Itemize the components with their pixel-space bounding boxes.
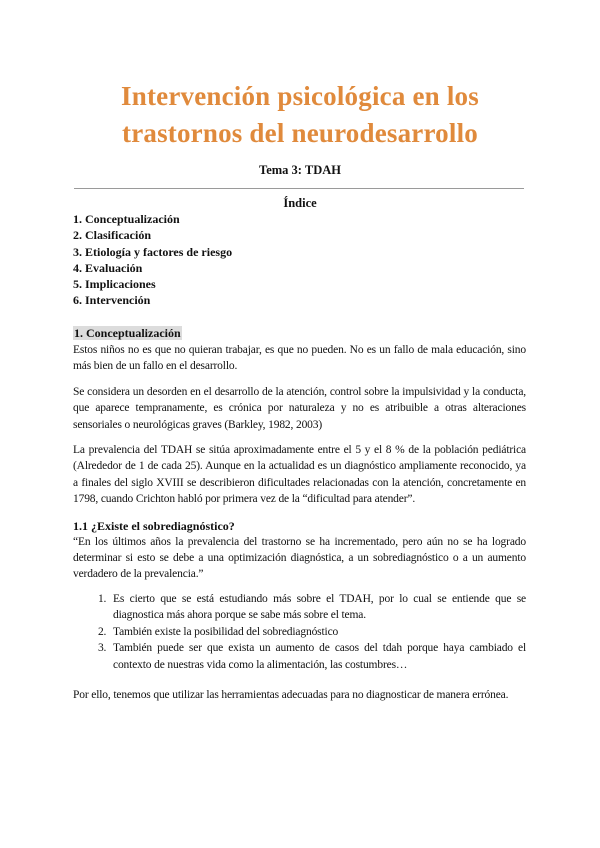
title-line-2: trastornos del neurodesarrollo xyxy=(122,118,478,148)
index-item: 6. Intervención xyxy=(73,293,151,308)
document-body xyxy=(73,324,526,703)
quote-paragraph: “En los últimos años la prevalencia del trastorno se ha incrementado, pero aún no se ha logrado determinar si esto se debe a una optimización diagnóstica, a un sobrediagnóstico o a un aumento verdadero de la prevalencia.” xyxy=(73,535,526,581)
document-subtitle: Tema 3: TDAH xyxy=(259,163,341,177)
numbered-list xyxy=(73,591,526,673)
index-item: 1. Conceptualización xyxy=(73,212,180,226)
list-item: 2. También existe la posibilidad del sobrediagnóstico xyxy=(109,624,526,640)
index-item: 2. Clasificación xyxy=(73,228,151,243)
index-item: 3. Etiología y factores de riesgo xyxy=(73,244,233,259)
paragraph: Se considera un desorden en el desarrollo de la atención, control sobre la impulsividad y la conducta, que aparece tempranamente, es crónica por naturaleza y no es atribuible a otras alteraciones sensoriales o neurológicas graves (Barkley, 1982, 2003) xyxy=(73,385,526,431)
section-heading: 1. Conceptualización xyxy=(74,326,181,340)
index-item: 5. Implicaciones xyxy=(73,277,156,292)
index-list xyxy=(73,211,232,309)
paragraph: La prevalencia del TDAH se sitúa aproximadamente entre el 5 y el 8 % de la población pediátrica (Alrededor de 1 de cada 25). Aunque en la actualidad es un diagnóstico ampliamente reconocido, ya a finales del siglo XVIII se describieron dificultades relacionadas con la atención, concretamente en 1798, cuando Crichton habló por primera vez de la “dificultad para atender”. xyxy=(73,444,526,506)
paragraph: Estos niños no es que no quieran trabajar, es que no pueden. No es un fallo de mala educación, sino más bien de un fallo en el desarrollo. xyxy=(73,344,526,373)
horizontal-divider xyxy=(74,188,524,189)
index-item: 4. Evaluación xyxy=(73,260,143,275)
paragraph: Por ello, tenemos que utilizar las herramientas adecuadas para no diagnosticar de manera errónea. xyxy=(73,688,509,701)
document-title xyxy=(60,78,540,152)
index-heading: Índice xyxy=(283,196,317,210)
list-item: 3. También puede ser que exista un aumento de casos del tdah porque haya cambiado el contexto de nuestras vida como la alimentación, las costumbres… xyxy=(109,640,526,673)
subsection-heading: 1.1 ¿Existe el sobrediagnóstico? xyxy=(73,518,235,533)
title-line-1: Intervención psicológica en los xyxy=(121,81,479,111)
list-item: 1. Es cierto que se está estudiando más sobre el TDAH, por lo cual se entiende que se diagnostica más ahora porque se sabe más sobre el tema. xyxy=(109,591,526,624)
